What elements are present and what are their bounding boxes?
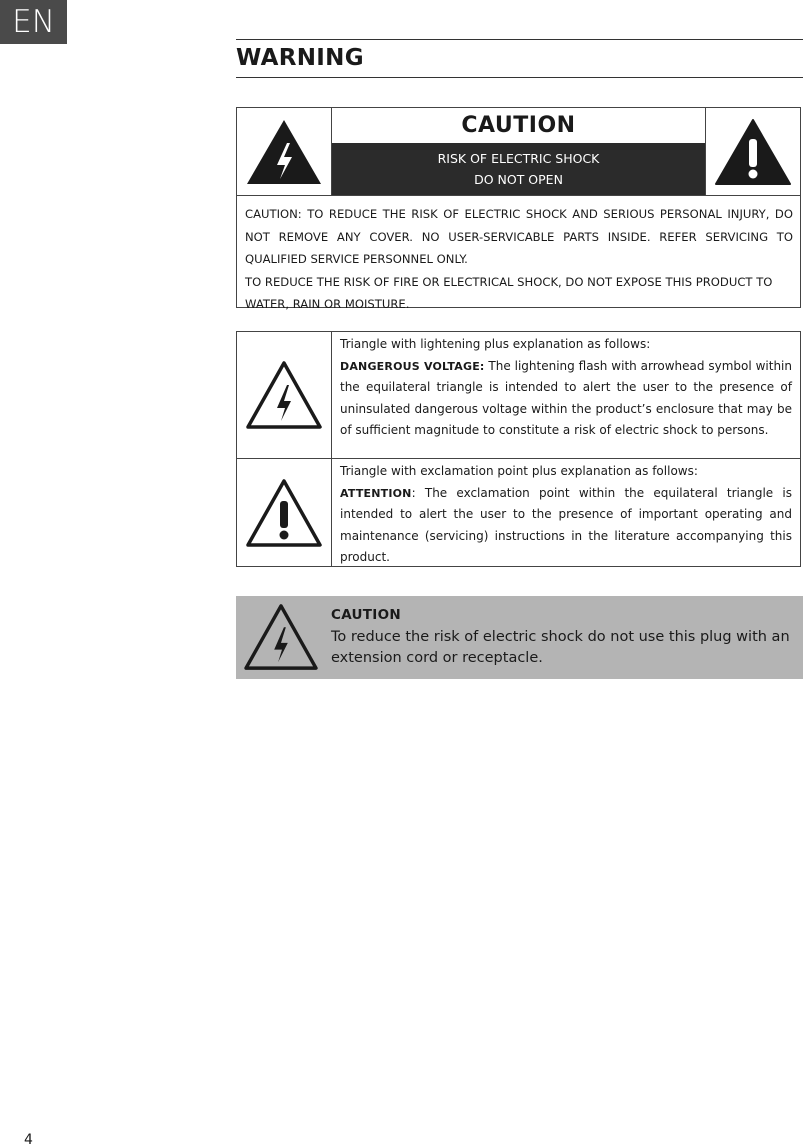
exclamation-triangle-icon (713, 117, 793, 187)
symbol-description: : The exclamation point within the equilateral triangle is intended to alert the user to the presence of important operating and maintenance (servicing) instructions in the literature accompanying this product. (340, 485, 792, 564)
exclamation-triangle-icon (244, 477, 324, 549)
symbol-icon-cell (237, 332, 332, 458)
caution-left-icon-cell (237, 108, 332, 195)
symbol-description-block (340, 356, 792, 442)
symbol-heading: Triangle with exclamation point plus explanation as follows: (340, 464, 698, 478)
symbol-description: The lightening flash with arrowhead symbol within the equilateral triangle is intended to alert the user to the presence of uninsulated dangerous voltage within the product’s enclosure that may be of sufficient magnitude to constitute a risk of electric shock to persons. (340, 358, 792, 437)
caution-paragraph-2: TO REDUCE THE RISK OF FIRE OR ELECTRICAL SHOCK, DO NOT EXPOSE THIS PRODUCT TO WATER, RAIN OR MOISTURE. (245, 274, 773, 311)
lightning-triangle-icon (244, 359, 324, 431)
symbol-text (340, 334, 792, 442)
caution-right-icon-cell (705, 108, 800, 195)
symbol-description-block (340, 483, 792, 569)
lightning-triangle-icon (242, 602, 320, 672)
caution-label-box (236, 107, 801, 311)
caution-banner (332, 143, 705, 195)
symbol-text (340, 461, 792, 569)
symbol-term: ATTENTION (340, 486, 412, 500)
symbol-explanation-table (236, 331, 801, 567)
symbol-row (237, 332, 800, 459)
language-tab: EN (0, 0, 67, 44)
symbol-row (237, 459, 800, 566)
caution-banner-line2: DO NOT OPEN (474, 172, 563, 187)
lightning-triangle-icon (244, 117, 324, 187)
title-rule-bottom (236, 77, 803, 78)
caution-banner-line1: RISK OF ELECTRIC SHOCK (437, 151, 600, 166)
symbol-heading: Triangle with lightening plus explanation as follows: (340, 337, 651, 351)
caution-title: CAUTION (461, 112, 576, 138)
symbol-icon-cell (237, 459, 332, 566)
plug-caution-heading: CAUTION (331, 607, 402, 623)
symbol-term: DANGEROUS VOLTAGE: (340, 359, 485, 373)
page-title: WARNING (236, 45, 364, 71)
caution-text (237, 195, 800, 311)
caution-paragraph-1: CAUTION: TO REDUCE THE RISK OF ELECTRIC SHOCK AND SERIOUS PERSONAL INJURY, DO NOT REMOVE ANY COVER. NO USER-SERVICABLE PARTS INSIDE. REFER SERVICING TO QUALIFIED SERVICE PERSONNEL ONLY. (245, 207, 793, 266)
plug-caution-box (236, 596, 803, 679)
page-number: 4 (24, 1132, 33, 1148)
plug-caution-body: To reduce the risk of electric shock do not use this plug with an extension cord or receptacle. (331, 629, 790, 666)
title-rule-top (236, 39, 803, 40)
caution-center (332, 108, 705, 195)
